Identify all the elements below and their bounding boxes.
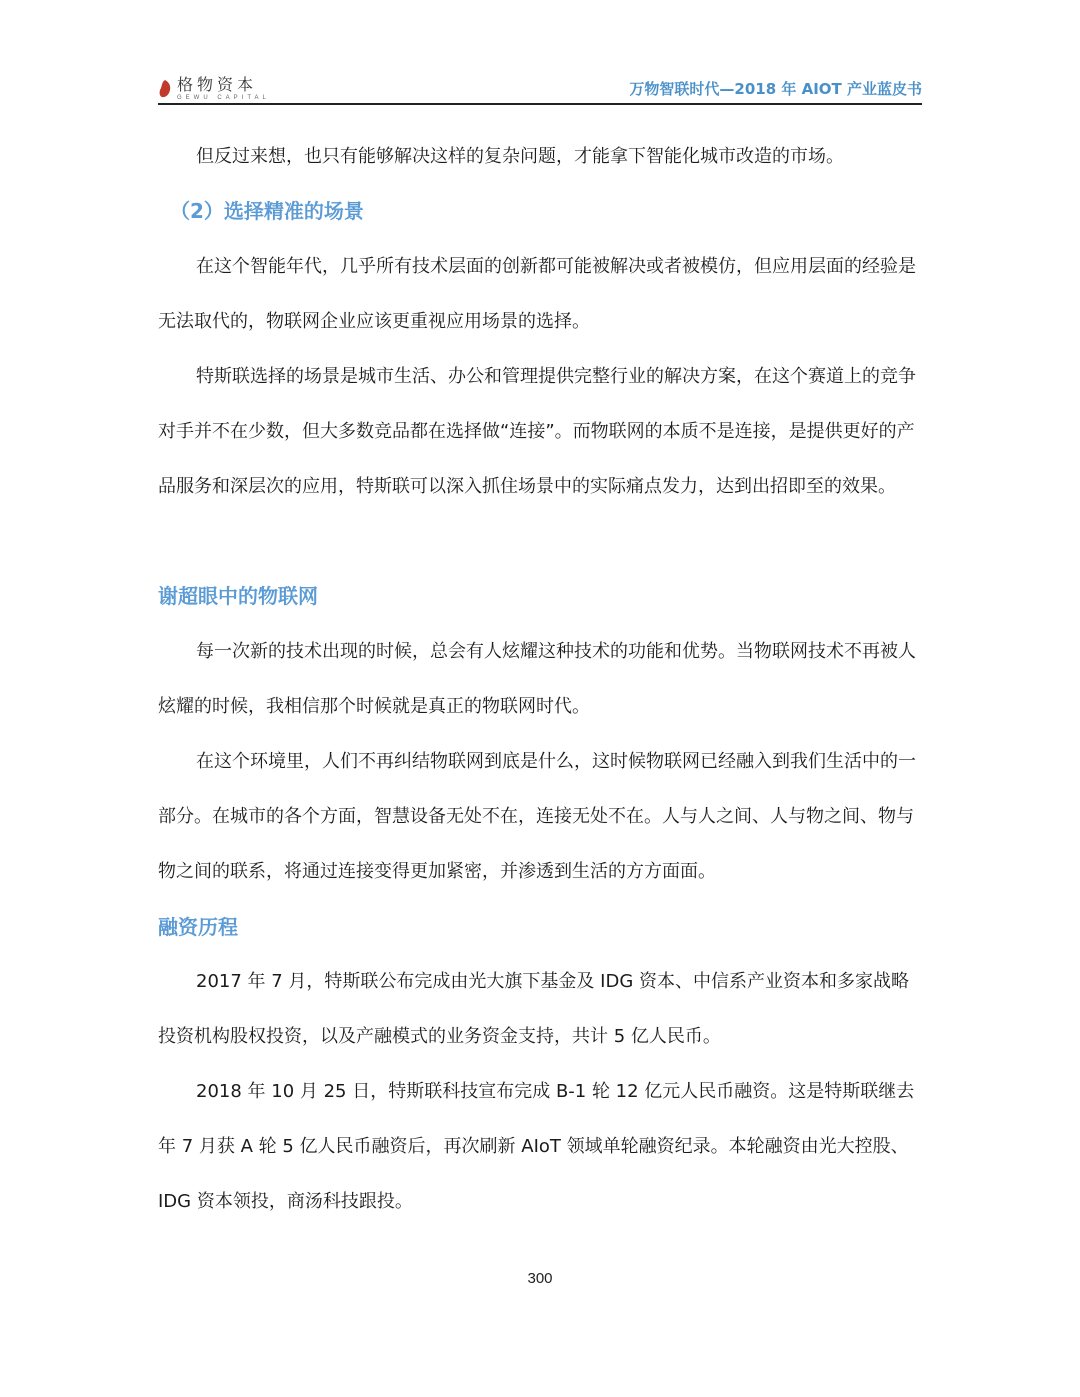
paragraph: 但反过来想，也只有能够解决这样的复杂问题，才能拿下智能化城市改造的市场。 [196,146,844,167]
logo-subtitle: GEWU CAPITAL [177,95,270,101]
paragraph: 在这个环境里，人们不再纠结物联网到底是什么，这时候物联网已经融入到我们生活中的一部分。在城市的各个方面，智慧设备无处不在，连接无处不在。人与人之间、人与物之间、物与物之间的联系，将通过连接变得更加紧密，并渗透到生活的方方面面。 [158,751,916,882]
company-logo [158,76,270,102]
paragraph: 每一次新的技术出现的时候，总会有人炫耀这种技术的功能和优势。当物联网技术不再被人炫耀的时候，我相信那个时候就是真正的物联网时代。 [158,641,916,717]
document-title: 万物智联时代—2018 年 AIOT 产业蓝皮书 [629,80,922,98]
paragraph: 2017 年 7 月，特斯联公布完成由光大旗下基金及 IDG 资本、中信系产业资本和多家战略投资机构股权投资，以及产融模式的业务资金支持，共计 5 亿人民币。 [158,971,909,1047]
header-divider [158,103,922,105]
subheading: （2）选择精准的场景 [170,199,364,223]
logo-seal-icon [158,79,172,99]
paragraph: 在这个智能年代，几乎所有技术层面的创新都可能被解决或者被模仿，但应用层面的经验是无法取代的，物联网企业应该更重视应用场景的选择。 [158,256,916,332]
section-heading: 融资历程 [158,915,238,939]
logo-name: 格物资本 [177,75,258,94]
section-heading: 谢超眼中的物联网 [158,584,318,608]
paragraph: 2018 年 10 月 25 日，特斯联科技宣布完成 B-1 轮 12 亿元人民币融资。这是特斯联继去年 7 月获 A 轮 5 亿人民币融资后，再次刷新 AIoT 领域单轮融资纪录。本轮融资由光大控股、IDG 资本领投，商汤科技跟投。 [158,1081,915,1212]
page-number: 300 [527,1270,553,1287]
paragraph: 特斯联选择的场景是城市生活、办公和管理提供完整行业的解决方案，在这个赛道上的竞争对手并不在少数，但大多数竞品都在选择做“连接”。而物联网的本质不是连接，是提供更好的产品服务和深层次的应用，特斯联可以深入抓住场景中的实际痛点发力，达到出招即至的效果。 [158,366,916,497]
page-header [158,74,922,106]
